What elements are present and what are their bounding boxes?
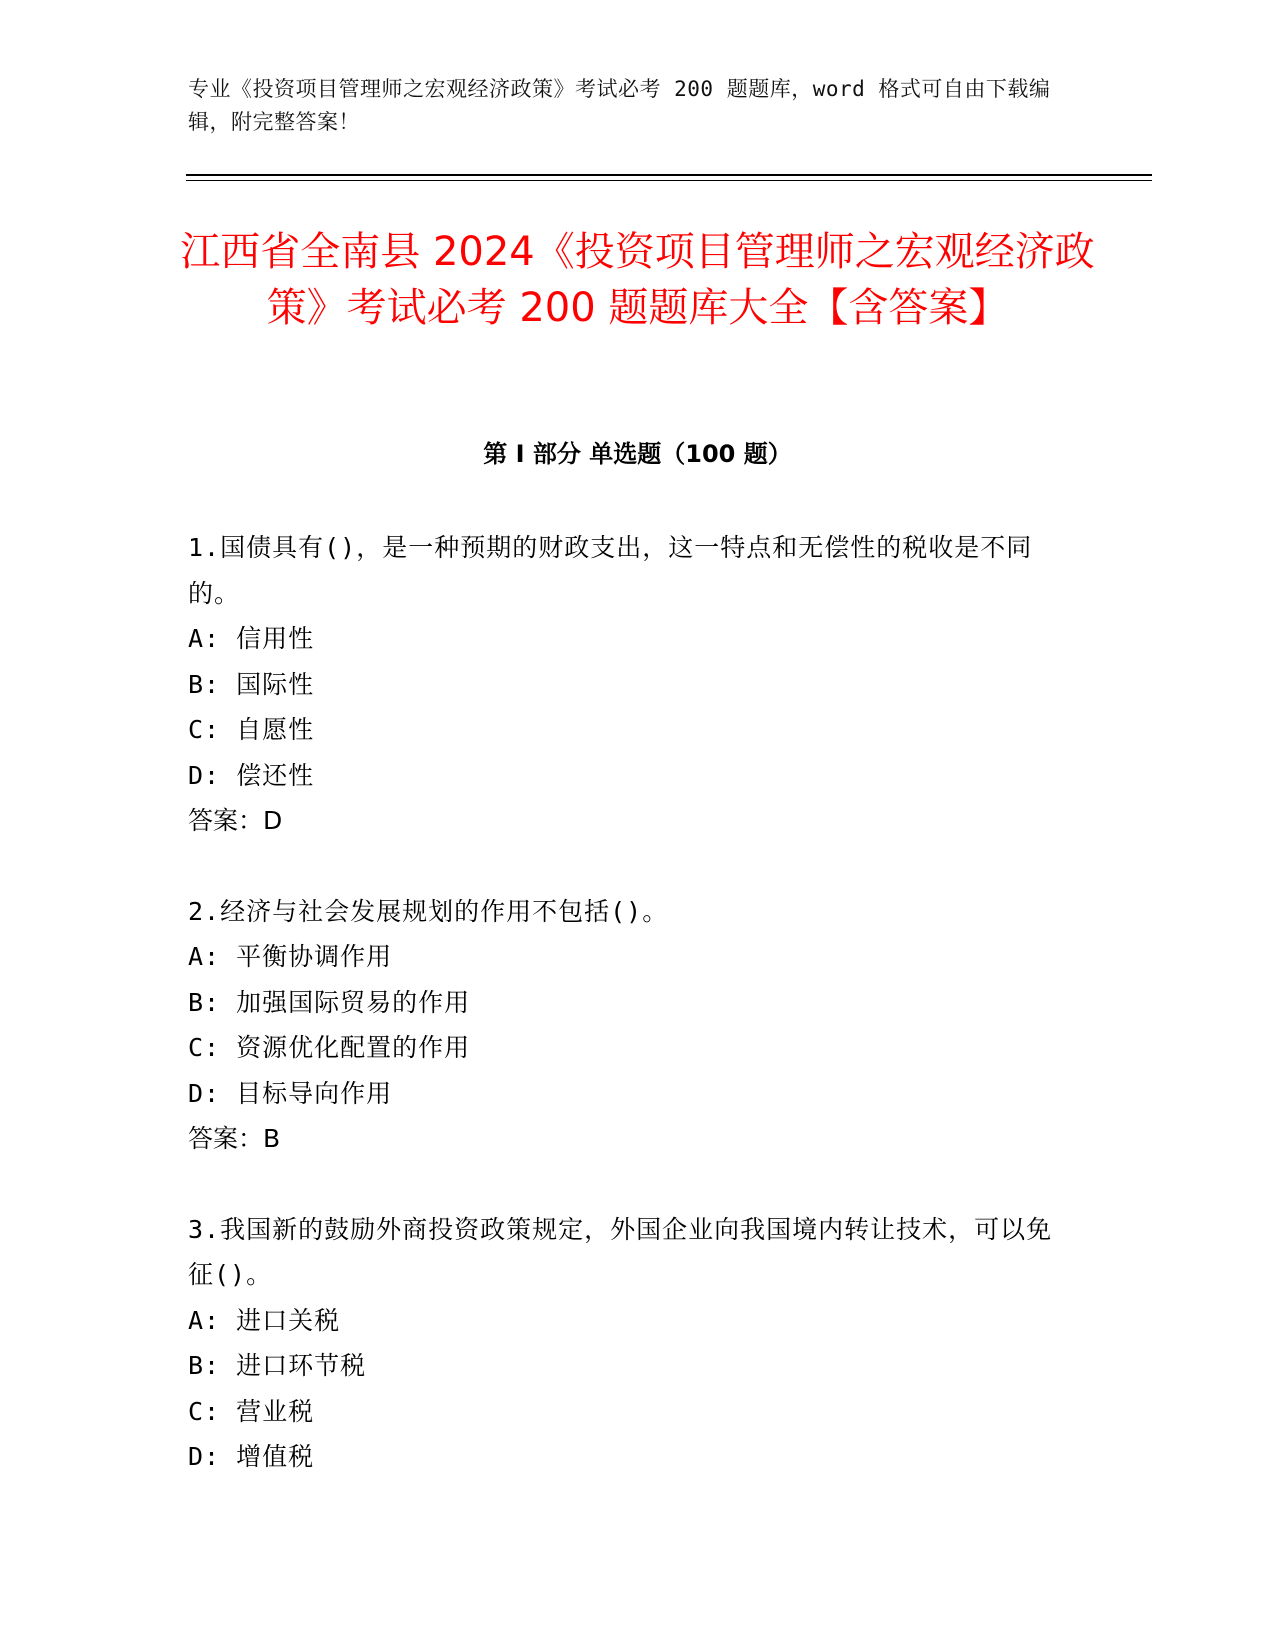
header-divider-thick xyxy=(186,174,1152,176)
document-title: 江西省全南县 2024《投资项目管理师之宏观经济政策》考试必考 200 题题库大全【含答案】 xyxy=(180,229,1095,331)
option-c: C: 营业税 xyxy=(188,1396,315,1426)
option-d: D: 增值税 xyxy=(188,1442,315,1471)
header-divider-thin xyxy=(186,180,1152,181)
option-a: A: 信用性 xyxy=(188,624,315,653)
question-list xyxy=(188,525,1068,1525)
question-1 xyxy=(188,525,1068,844)
question-stem: 3.我国新的鼓励外商投资政策规定，外国企业向我国境内转让技术，可以免征()。 xyxy=(188,1214,1053,1289)
option-a: A: 进口关税 xyxy=(188,1305,341,1335)
option-b: B: 国际性 xyxy=(188,669,315,699)
option-a: A: 平衡协调作用 xyxy=(188,942,393,971)
option-d: D: 偿还性 xyxy=(188,760,315,790)
header-note: 专业《投资项目管理师之宏观经济政策》考试必考 200 题题库，word 格式可自由下载编辑，附完整答案！ xyxy=(188,77,1051,134)
option-c: C: 自愿性 xyxy=(188,715,315,744)
answer-line: 答案：B xyxy=(188,1124,281,1153)
question-stem: 1.国债具有()，是一种预期的财政支出，这一特点和无偿性的税收是不同的。 xyxy=(188,533,1033,608)
question-3 xyxy=(188,1207,1068,1480)
section-heading: 第 I 部分 单选题（100 题） xyxy=(483,440,792,468)
option-d: D: 目标导向作用 xyxy=(188,1078,393,1108)
question-stem: 2.经济与社会发展规划的作用不包括()。 xyxy=(188,896,669,926)
option-b: B: 进口环节税 xyxy=(188,1351,367,1380)
question-2 xyxy=(188,889,1068,1162)
answer-line: 答案：D xyxy=(188,806,283,835)
option-c: C: 资源优化配置的作用 xyxy=(188,1033,471,1062)
option-b: B: 加强国际贸易的作用 xyxy=(188,987,471,1017)
